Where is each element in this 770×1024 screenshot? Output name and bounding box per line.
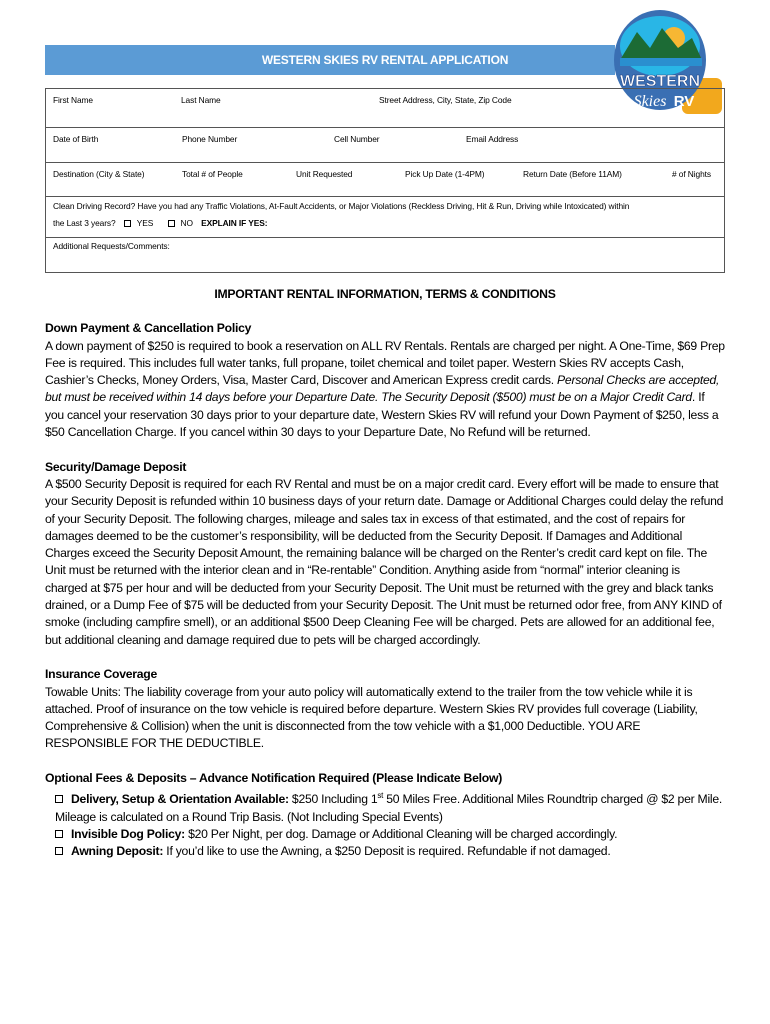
first-name-label: First Name [53, 95, 93, 105]
people-label: Total # of People [182, 169, 243, 179]
driving-question: Clean Driving Record? Have you had any Traffic Violations, At-Fault Accidents, or Major Violations (Reckless Driving, Hit & Run, Driving while Intoxicated) within [53, 201, 630, 211]
optional-fees-heading: Optional Fees & Deposits – Advance Notification Required (Please Indicate Below) [45, 771, 502, 786]
row-driving-record [46, 197, 725, 238]
delivery-text-b: 50 Miles Free. Additional Miles Roundtrip charged @ $2 per Mile. Mileage is calculated on a Round Trip Basis. (Not Including Special Events) [55, 792, 723, 824]
down-payment-heading: Down Payment & Cancellation Policy [45, 321, 252, 336]
row-name-address[interactable] [46, 89, 725, 128]
driving-question-2: the Last 3 years? [53, 218, 116, 228]
form-title-banner [45, 45, 615, 75]
insurance-heading: Insurance Coverage [45, 667, 158, 682]
last-name-label: Last Name [181, 95, 221, 105]
terms-section [45, 286, 725, 861]
form-title: WESTERN SKIES RV RENTAL APPLICATION [261, 53, 509, 67]
svg-text:WESTERN: WESTERN [620, 73, 700, 90]
delivery-sup: st [377, 791, 384, 801]
down-payment-part1: A down payment of $250 is required to book a reservation on ALL RV Rentals. Rentals are charged per night. A One-Time, $69 Prep Fee is required. This includes full water tanks, full propane, toilet chemical and toilet paper. Western Skies RV accepts Cash, Cashier’s Checks, Money Orders, Visa, Master Card, Discover and American Express credit cards. [45, 338, 725, 388]
option-awning [45, 843, 725, 860]
no-label: NO [180, 218, 193, 228]
row-contact[interactable] [46, 128, 725, 163]
delivery-label: Delivery, Setup & Orientation Available: [71, 792, 289, 807]
unit-label: Unit Requested [296, 169, 353, 179]
yes-label: YES [136, 218, 154, 228]
down-payment-text [45, 338, 725, 442]
nights-label: # of Nights [672, 169, 711, 179]
awning-text: If you’d like to use the Awning, a $250 Deposit is required. Refundable if not damaged. [163, 844, 611, 859]
insurance-text: Towable Units: The liability coverage from your auto policy will automatically extend to the trailer from the tow vehicle while it is attached. Proof of insurance on the tow vehicle is required before departure. Western Skies RV provides full coverage (Liability, Comprehensive & Collision) when the unit is disconnected from the tow vehicle with a $1,000 Deductible. YOU ARE RESPONSIBLE FOR THE DEDUCTIBLE. [45, 684, 698, 751]
application-form [45, 88, 725, 273]
terms-title: IMPORTANT RENTAL INFORMATION, TERMS & CONDITIONS [214, 287, 556, 301]
destination-label: Destination (City & State) [53, 169, 145, 179]
delivery-text-a: $250 Including 1 [288, 792, 378, 807]
email-label: Email Address [466, 134, 519, 144]
row-trip[interactable] [46, 163, 725, 197]
option-dog-policy [45, 826, 725, 843]
svg-text:RV: RV [673, 93, 695, 110]
awning-label: Awning Deposit: [71, 844, 164, 859]
dog-policy-label: Invisible Dog Policy: [71, 826, 185, 841]
return-label: Return Date (Before 11AM) [523, 169, 622, 179]
pickup-label: Pick Up Date (1-4PM) [405, 169, 485, 179]
yes-checkbox[interactable] [124, 220, 131, 227]
dog-policy-text: $20 Per Night, per dog. Damage or Additional Cleaning will be charged accordingly. [184, 826, 618, 841]
no-checkbox[interactable] [168, 220, 175, 227]
svg-text:Skies: Skies [633, 93, 667, 110]
security-text: A $500 Security Deposit is required for each RV Rental and must be on a major credit card. Every effort will be made to ensure that your Security Deposit is refunded within 10 business days of your return date. Damage or Additional Charges could delay the refund of your Security Deposit. The following charges, mileage and sales tax in excess of that estimated, and the cost of repairs for damages deemed to be the customer’s responsibility, will be deducted from the Security Deposit. If Damages and Additional Charges exceed the Security Deposit Amount, the remaining balance will be charged on the Renter’s credit card kept on file. The Unit must be returned with the interior clean and in “Re-rentable” Condition. Anything aside from “normal” interior cleaning is charged at $75 per hour and will be deducted from your Security Deposit. The Unit must be returned with the grey and black tanks drained, or a Dump Fee of $75 will be deducted from your Security Deposit. The Unit must be returned odor free, from ANY KIND of smoke (including campfire smell), or an additional $500 Deep Cleaning Fee will be charged. Pets are allowed for an additional fee, but additional cleaning and damage required due to pets will be charged accordingly. [45, 476, 724, 647]
option-delivery [45, 787, 725, 826]
address-label: Street Address, City, State, Zip Code [379, 95, 512, 105]
delivery-checkbox[interactable] [55, 795, 63, 803]
explain-label: EXPLAIN IF YES: [201, 218, 268, 228]
security-heading: Security/Damage Deposit [45, 459, 187, 474]
awning-checkbox[interactable] [55, 847, 63, 855]
cell-label: Cell Number [334, 134, 380, 144]
dob-label: Date of Birth [53, 134, 99, 144]
phone-label: Phone Number [182, 134, 238, 144]
personal-checks-note: Personal Checks are accepted, but must be received within 14 days before your Departure Date. The Security Deposit ($500) must be on a Major Credit Card [45, 373, 720, 405]
row-comments[interactable] [46, 238, 725, 273]
down-payment-part2: . If you cancel your reservation 30 days prior to your departure date, Western Skies RV will refund your Down Payment of $250, less a $50 Cancellation Charge. If you cancel within 30 days to your Departure Date, No Refund will be returned. [45, 390, 719, 440]
dog-policy-checkbox[interactable] [55, 830, 63, 838]
comments-label: Additional Requests/Comments: [53, 241, 170, 251]
